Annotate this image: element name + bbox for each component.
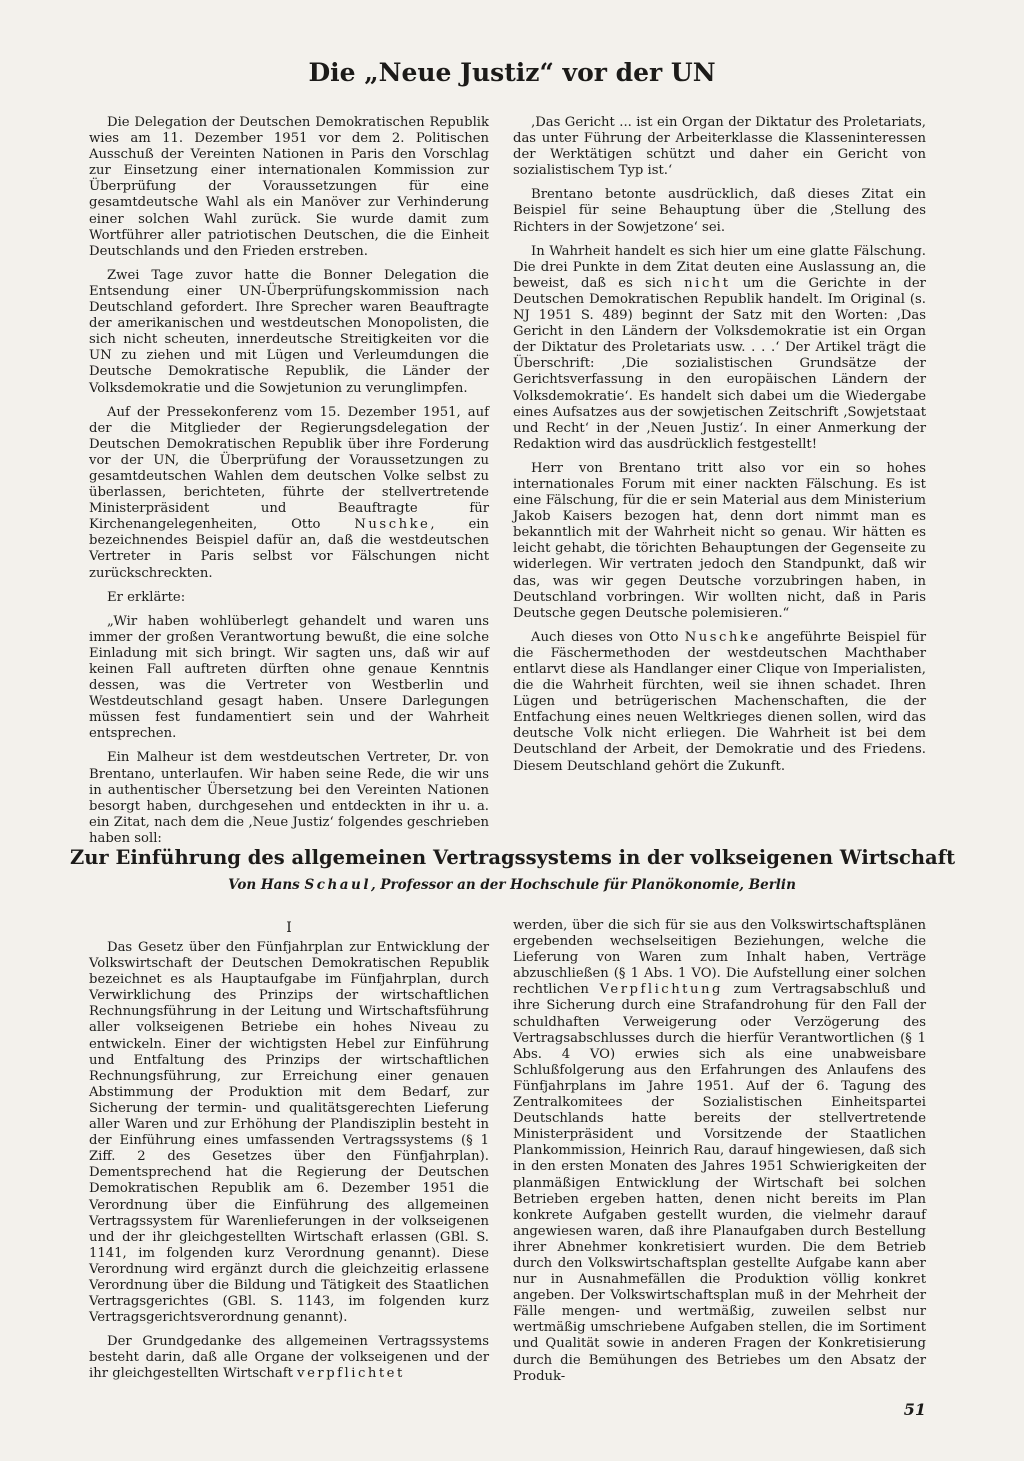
paragraph bbox=[89, 1334, 489, 1382]
text-run: angeführte Beispiel für die Fäschermethoden der westdeutschen Machthaber entlarvt diese als Handlanger einer Clique von Imperialisten, die die Wahrheit fürchten, weil sie ihnen schadet. Ihren Lügen und betrügerischen Machenschaften, die der Entfachung eines neuen Weltkrieges dienen sollen, wird das deutsche Volk nicht erliegen. Die Wahrheit ist bei dem Deutschland der Arbeit, der Demokratie und des Friedens. Diesem Deutschland gehört die Zukunft. bbox=[513, 629, 927, 774]
paragraph: Das Gesetz über den Fünfjahrplan zur Entwicklung der Volkswirtschaft der Deutschen Demokratischen Republik bezeichnet es als Hauptaufgabe im Fünfjahrplan, durch Verwirklichung des Prinzips der wirtschaftlichen Rechnungsführung in der Leitung und Wirtschaftsführung aller volkseigenen Betriebe ein hohes Niveau zu entwickeln. Einer der wichtigsten Hebel zur Einführung und Entfaltung des Prinzips der wirtschaftlichen Rechnungsführung, zur Erreichung einer genauen Abstimmung der Produktion mit dem Bedarf, zur Sicherung der termin- und qualitätsgerechten Lieferung aller Waren und zur Erhöhung der Plandisziplin besteht in der Einführung eines umfassenden Vertragssystems (§ 1 Ziff. 2 des Gesetzes über den Fünfjahrplan). Dementsprechend hat die Regierung der Deutschen Demokratischen Republik am 6. Dezember 1951 die Verordnung über die Einführung des allgemeinen Vertragssystem für Warenlieferungen in der volkseigenen und der ihr gleichgestellten Wirtschaft erlassen (GBl. S. 1141, im folgenden kurz Verordnung genannt). Diese Verordnung wird ergänzt durch die gleichzeitig erlassene Verordnung über die Bildung und Tätigkeit des Staatlichen Vertragsgerichtes (GBl. S. 1143, im folgenden kurz Vertragsgerichtsverordnung genannt). bbox=[89, 940, 489, 1326]
text-run: werden, über die sich für sie aus den Volkswirtschaftsplänen ergebenden wechselseitigen Beziehungen, welche die Lieferung von Waren zum Inhalt haben, Verträge abzuschließen (§ 1 Abs. 1 VO). Die Aufstellung einer solchen rechtlichen bbox=[513, 918, 926, 998]
section-number: I bbox=[286, 920, 292, 936]
paragraph: Zwei Tage zuvor hatte die Bonner Delegation die Entsendung einer UN-Überprüfungskommission nach Deutschland gefordert. Ihre Sprecher waren Beauftragte der amerikanischen und westdeutschen Monopolisten, die sich nicht scheuten, innerdeutsche Streitigkeiten vor die UN zu ziehen und mit Lügen und Verleumdungen die Deutsche Demokratische Republik, die Länder der Volksdemokratie und die Sowjetunion zu verunglimpfen. bbox=[89, 267, 489, 396]
emphasis-spaced: Verpflichtung bbox=[599, 982, 723, 998]
name-spaced: Nuschke bbox=[684, 629, 761, 645]
page-number: 51 bbox=[903, 1400, 926, 1419]
paragraph: Herr von Brentano tritt also vor ein so hohes internationales Forum mit einer nackten Fälschung. Es ist eine Fälschung, für die er sein Material aus dem Ministerium Jakob Kaisers bezogen hat, denn dort nimmt man es bekanntlich mit der Wahrheit nicht so genau. Wir hätten es leicht gehabt, die törichten Behauptungen der Gegenseite zu widerlegen. Wir vertraten jedoch den Standpunkt, daß wir das, was wir gegen Deutsche vorzubringen haben, in Deutschland vorbringen. Wir wollten nicht, daß in Paris Deutsche gegen Deutsche polemisieren.“ bbox=[513, 460, 926, 621]
byline-prefix: Von Hans bbox=[228, 877, 300, 893]
name-spaced: Nuschke bbox=[354, 517, 431, 533]
paragraph bbox=[513, 630, 926, 775]
emphasis-spaced: nicht bbox=[684, 275, 731, 291]
emphasis-spaced: verpflichtet bbox=[297, 1366, 405, 1382]
article2-left-column bbox=[89, 940, 489, 1390]
text-run: , ein bezeichnendes Beispiel dafür an, daß die westdeutschen Vertreter in Paris selbst vor Fälschungen nicht zurückschreckten. bbox=[89, 517, 489, 581]
text-run: Auf der Pressekonferenz vom 15. Dezember 1951, auf der die Mitglieder der Regierungsdelegation der Deutschen Demokratischen Republik über ihre Forderung vor der UN, die Überprüfung der Voraussetzungen zu gesamtdeutschen Wahlen dem deutschen Volke selbst zu überlassen, berichteten, führte der stellvertretende Ministerpräsident und Beauftragte für Kirchenangelegenheiten, Otto bbox=[89, 404, 489, 533]
quote-paragraph: ‚Das Gericht ... ist ein Organ der Diktatur des Proletariats, das unter Führung der Arbeiterklasse die Klasseninteressen der Werktätigen schützt und daher ein Gericht von sozialistischem Typ ist.‘ bbox=[513, 115, 926, 179]
paragraph: Er erklärte: bbox=[107, 589, 186, 605]
text-run: Der Grundgedanke des allgemeinen Vertragssystems besteht darin, daß alle Organe der volkseigenen und der ihr gleichgestellten Wirtschaft bbox=[89, 1334, 489, 1382]
article2-title: Zur Einführung des allgemeinen Vertragssystems in der volkseigenen Wirtschaft bbox=[70, 846, 956, 869]
text-run: um die Gerichte in der Deutschen Demokratischen Republik handelt. Im Original (s. NJ 1951 S. 489) beginnt der Satz mit den Worten: ‚Das Gericht in den Ländern der Volksdemokratie ist ein Organ der Diktatur des Proletariats usw. . . .‘ Der Artikel trägt die Überschrift: ‚Die sozialistischen Grundsätze der Gerichtsverfassung in den europäischen Ländern der Volksdemokratie‘. Es handelt sich dabei um die Wiedergabe eines Aufsatzes aus der sowjetischen Zeitschrift ‚Sowjetstaat und Recht‘ in der ‚Neuen Justiz‘. In einer Anmerkung der Redaktion wird das ausdrücklich festgestellt! bbox=[513, 275, 926, 452]
paragraph: Ein Malheur ist dem westdeutschen Vertreter, Dr. von Brentano, unterlaufen. Wir haben seine Rede, die wir uns in authentischer Übersetzung bei den Vereinten Nationen besorgt haben, durchgesehen und entdeckten in ihr u. a. ein Zitat, nach dem die ‚Neue Justiz‘ folgendes geschrieben haben soll: bbox=[89, 750, 489, 846]
paragraph: Die Delegation der Deutschen Demokratischen Republik wies am 11. Dezember 1951 vor dem 2. Politischen Ausschuß der Vereinten Nationen in Paris den Vorschlag zur Einsetzung einer internationalen Kommission zur Überprüfung der Voraussetzungen für eine gesamtdeutsche Wahl als ein Manöver zur Verhinderung einer solchen Wahl zurück. Sie wurde damit zum Wortführer aller patriotischen Deutschen, die die Einheit Deutschlands und den Frieden erstreben. bbox=[89, 115, 489, 259]
paragraph: Brentano betonte ausdrücklich, daß dieses Zitat ein Beispiel für seine Behauptung über die ‚Stellung des Richters in der Sowjetzone‘ sei. bbox=[513, 187, 926, 235]
quote-paragraph: „Wir haben wohlüberlegt gehandelt und waren uns immer der großen Verantwortung bewußt, die eine solche Einladung mit sich bringt. Wir sagten uns, daß wir auf keinen Fall auftreten dürften ohne genaue Kenntnis dessen, was die Vertreter von Westberlin und Westdeutschland gesagt haben. Unsere Darlegungen müssen fest fundamentiert sein und der Wahrheit entsprechen. bbox=[89, 613, 489, 742]
paragraph bbox=[513, 918, 926, 1385]
byline-suffix: , Professor an der Hochschule für Planökonomie, Berlin bbox=[370, 877, 796, 893]
text-run: In Wahrheit handelt es sich hier um eine glatte Fälschung. Die drei Punkte in dem Zitat deuten eine Auslassung an, die beweist, daß es sich bbox=[513, 243, 926, 291]
article1-right-column bbox=[513, 115, 926, 805]
article2-byline bbox=[150, 877, 874, 893]
article1-title: Die „Neue Justiz“ vor der UN bbox=[308, 58, 716, 87]
author-name: Schaul bbox=[304, 877, 371, 893]
text-run: Auch dieses von Otto bbox=[531, 629, 679, 645]
paragraph bbox=[513, 244, 926, 453]
article1-left-column bbox=[89, 115, 489, 846]
article2-right-column bbox=[513, 918, 926, 1388]
text-run: zum Vertragsabschluß und ihre Sicherung durch eine Strafandrohung für den Fall der schuldhaften Verweigerung oder Verzögerung des Vertragsabschlusses durch die hierfür Verantwortlichen (§ 1 Abs. 4 VO) erwies sich als eine unabweisbare Schlußfolgerung aus den Erfahrungen des Anlaufens des Fünfjahrplans im Jahre 1951. Auf der 6. Tagung des Zentralkomitees der Sozialistischen Einheitspartei Deutschlands hatte bereits der stellvertretende Ministerpräsident und Vorsitzende der Staatlichen Plankommission, Heinrich Rau, darauf hingewiesen, daß sich in den ersten Monaten des Jahres 1951 Schwierigkeiten der planmäßigen Entwicklung der Wirtschaft bei solchen Betrieben ergeben hatten, denen nicht bereits im Plan konkrete Aufgaben gestellt wurden, die vielmehr darauf angewiesen waren, daß ihre Planaufgaben durch Bestellung ihrer Abnehmer konkretisiert wurden. Die dem Betrieb durch den Volkswirtschaftsplan gestellte Aufgabe kann aber nur in Ausnahmefällen die Produktion völlig konkret angeben. Der Volkswirtschaftsplan muß in der Mehrheit der Fälle mengen- und wertmäßig, zuweilen selbst nur wertmäßig umschriebene Aufgaben stellen, die im Sortiment und Qualität sowie in anderen Fragen der Konkretisierung durch die Bemühungen des Betriebes um den Absatz der Produk- bbox=[513, 982, 926, 1384]
paragraph bbox=[89, 405, 489, 582]
